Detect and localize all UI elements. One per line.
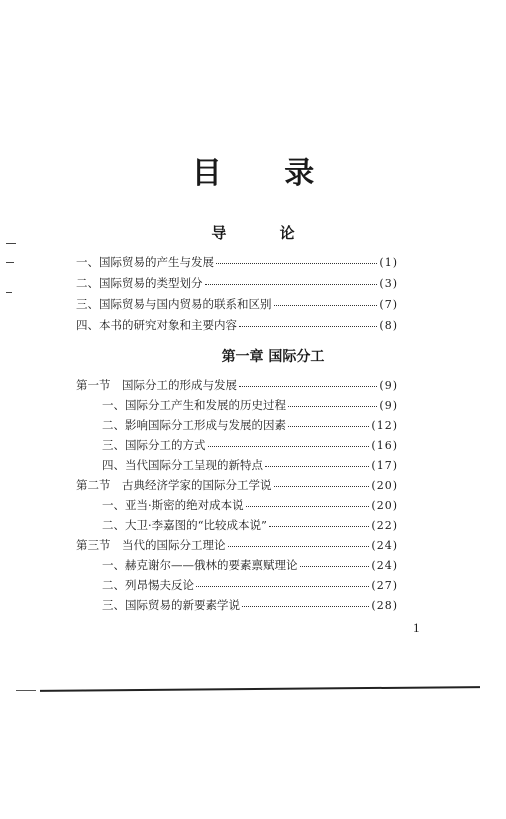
toc-entry-page: (22) [371, 518, 398, 532]
page-number: 1 [413, 620, 420, 635]
toc-entry [102, 556, 398, 574]
toc-entry-label: 二、列昂惕夫反论 [102, 578, 194, 592]
toc-entry-label: 三、国际贸易的新要素学说 [102, 598, 240, 612]
bottom-rule [40, 686, 480, 692]
page-title: 目 录 [191, 156, 341, 191]
leader-dots [265, 457, 369, 467]
toc-entry-label: 三、国际分工的方式 [102, 438, 206, 452]
toc-entry-label: 一、赫克谢尔——俄林的要素禀赋理论 [102, 558, 298, 572]
toc-entry-label: 二、国际贸易的类型划分 [76, 276, 203, 290]
intro-heading: 导 论 [211, 224, 319, 242]
toc-entry-page: (7) [379, 297, 398, 311]
scan-mark [6, 292, 12, 293]
chapter-heading: 第一章 国际分工 [221, 349, 325, 365]
toc-entry [76, 376, 398, 394]
toc-entry-page: (27) [371, 578, 398, 592]
leader-dots [288, 397, 377, 407]
toc-entry-page: (20) [371, 498, 398, 512]
toc-entry [102, 496, 398, 514]
toc-entry [76, 253, 398, 271]
leader-dots [196, 577, 369, 587]
toc-entry [102, 416, 398, 434]
toc-entry-label: 四、当代国际分工呈现的新特点 [102, 458, 263, 472]
toc-entry-label: 第三节 当代的国际分工理论 [76, 538, 226, 552]
toc-entry-label: 二、大卫·李嘉图的“比较成本说” [102, 518, 267, 532]
toc-entry-page: (28) [371, 598, 398, 612]
toc-entry-page: (24) [371, 538, 398, 552]
leader-dots [208, 437, 370, 447]
toc-entry [102, 436, 398, 454]
toc-entry [76, 316, 398, 334]
leader-dots [274, 296, 378, 306]
leader-dots [239, 317, 377, 327]
toc-entry-page: (9) [379, 378, 398, 392]
leader-dots [205, 275, 378, 285]
toc-entry-page: (17) [371, 458, 398, 472]
scan-mark [6, 262, 14, 263]
leader-dots [228, 537, 370, 547]
leader-dots [274, 477, 370, 487]
toc-entry-label: 一、国际分工产生和发展的历史过程 [102, 398, 286, 412]
toc-entry [102, 516, 398, 534]
toc-entry [102, 576, 398, 594]
toc-entry-label: 第二节 古典经济学家的国际分工学说 [76, 478, 272, 492]
toc-entry-page: (8) [379, 318, 398, 332]
toc-entry-page: (1) [379, 255, 398, 269]
leader-dots [242, 597, 369, 607]
toc-entry [102, 596, 398, 614]
leader-dots [269, 517, 369, 527]
leader-dots [246, 497, 370, 507]
leader-dots [288, 417, 369, 427]
toc-entry-page: (12) [371, 418, 398, 432]
leader-dots [300, 557, 370, 567]
toc-entry-label: 四、本书的研究对象和主要内容 [76, 318, 237, 332]
toc-entry-page: (24) [371, 558, 398, 572]
toc-entry-page: (20) [371, 478, 398, 492]
toc-entry-label: 三、国际贸易与国内贸易的联系和区别 [76, 297, 272, 311]
leader-dots [239, 377, 377, 387]
toc-entry-label: 二、影响国际分工形成与发展的因素 [102, 418, 286, 432]
toc-entry-label: 一、亚当·斯密的绝对成本说 [102, 498, 244, 512]
toc-entry [76, 295, 398, 313]
toc-entry-page: (16) [371, 438, 398, 452]
toc-entry [102, 396, 398, 414]
toc-entry [76, 476, 398, 494]
leader-dots [216, 254, 377, 264]
toc-entry-page: (9) [379, 398, 398, 412]
toc-entry [102, 456, 398, 474]
toc-entry-label: 一、国际贸易的产生与发展 [76, 255, 214, 269]
toc-entry-page: (3) [379, 276, 398, 290]
toc-entry [76, 536, 398, 554]
toc-entry [76, 274, 398, 292]
scan-mark [16, 690, 36, 691]
scan-mark [6, 243, 16, 244]
toc-entry-label: 第一节 国际分工的形成与发展 [76, 378, 237, 392]
